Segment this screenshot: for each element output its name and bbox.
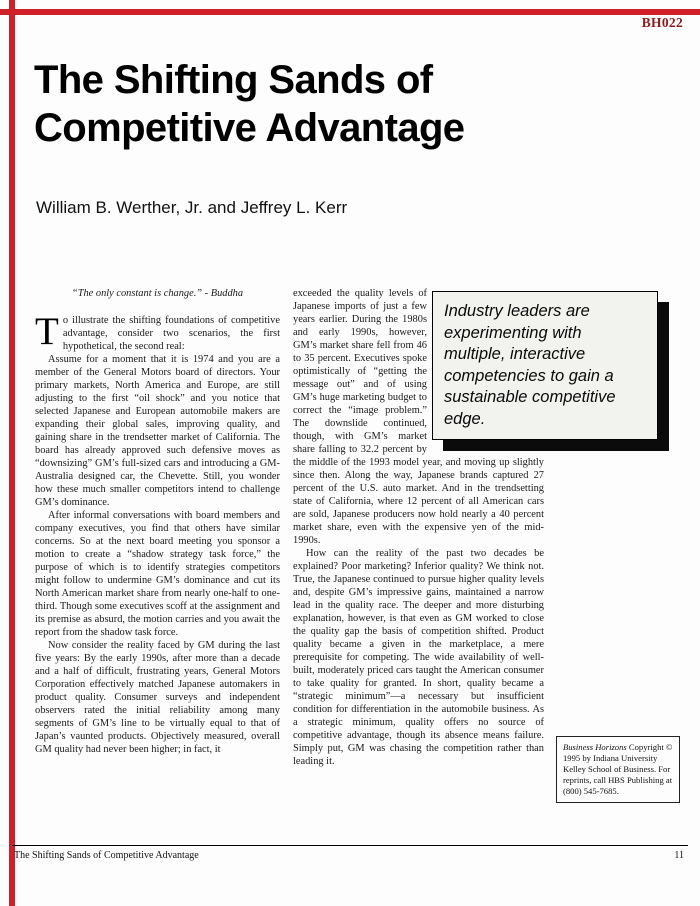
paragraph: Assume for a moment that it is 1974 and you are a member of the General Motors board of directors. Your primary markets, North America and Europe, are still adjusting to the first “oil shock” and you notice that selected Japanese and European automobile makers are expanding their global sales, improving quality, and gaining share in the trendsetter market of California. The board has already approved such defensive moves as “downsizing” GM’s full-sized cars and introducing a GM-Australia designed car, the Chevette. Still, you wonder how these much smaller competitors intend to challenge GM’s dominance. [35, 354, 280, 508]
pull-quote: Industry leaders are experimenting with multiple, interactive competencies to gain a sustainable competitive edge. [432, 291, 658, 440]
reprint-text: Copyright © 1995 by Indiana University Kelley School of Business. For reprints, call HBS Publishing at (800) 545-7685. [563, 742, 673, 796]
drop-cap: T [35, 310, 59, 353]
epigraph: “The only constant is change.” - Buddha [71, 288, 244, 299]
footer-page-number: 11 [674, 850, 684, 861]
opening-paragraph [35, 310, 280, 353]
journal-name: Business Horizons [563, 742, 627, 752]
opening-paragraph-text: o illustrate the shifting foundations of competitive advantage, consider two scenarios, the first hypothetical, the second real: [62, 315, 280, 352]
page-title [34, 56, 464, 152]
paragraph: exceeded the quality levels of Japanese imports of just a few years earlier. During the 1980s and early 1990s, however, GM’s market share fell from 46 to 35 percent. Executives spoke optimistically of “getting the message out” and of using GM’s huge marketing budget to correct the “image problem.” The downslide continued, though, with GM’s market share falling to 32.2 percent by the middle of the 1993 model year, and moving up slightly since then. Along the way, Japanese brands captured 27 percent of the U.S. auto market. And in the trendsetting state of California, where 12 percent of all American cars are sold, Japanese producers now hold nearly a 40 percent market share, even with the expensive yen of the mid-1990s. [293, 288, 544, 546]
accent-rule-left [9, 0, 15, 906]
authors-byline: William B. Werther, Jr. and Jeffrey L. Kerr [36, 198, 348, 217]
footer-article-title: The Shifting Sands of Competitive Advantage [14, 850, 199, 861]
column-left [35, 287, 280, 768]
accent-rule-top [0, 9, 700, 15]
footer-rule [12, 845, 688, 846]
paragraph: Now consider the reality faced by GM during the last five years: By the early 1990s, after more than a decade and a half of difficult, frustrating years, General Motors Corporation effectively matched Japanese automakers in product quality. Consumer surveys and independent observers rated the initial reliability among many segments of GM’s line to be virtually equal to that of Japan’s vaunted products. Objectively measured, overall GM quality had never been higher; in fact, it [35, 640, 280, 755]
page-title-line2: Competitive Advantage [34, 106, 465, 150]
paragraph: How can the reality of the past two decades be explained? Poor marketing? Inferior quality? We think not. True, the Japanese continued to pursue higher quality levels and, despite GM’s impressive gains, maintained a narrow lead in the quality race. The deeper and more disturbing explanation, however, is that even as GM worked to close the quality gap the basis of competition shifted. Product quality became a given in the marketplace, a mere prerequisite for competing. The wide availability of well-built, moderately priced cars taught the American consumer to take quality for granted. In short, quality became a “strategic minimum”—a necessary but insufficient condition for differentiation in the automobile business. As a strategic minimum, quality offers no source of competitive advantage, though its absence means failure. Simply put, GM was chasing the competition rather than leading it. [293, 548, 544, 767]
page-title-line1: The Shifting Sands of [34, 58, 433, 102]
document-code: BH022 [641, 15, 683, 30]
reprint-info-box [556, 736, 680, 803]
paragraph: After informal conversations with board members and company executives, you find that others have similar concerns. So at the next board meeting you sponsor a motion to create a “shadow strategy task force,” the purpose of which is to identify strategies competitors might follow to undermine GM’s dominance and cut its North American market share from nearly one-half to one-third. Though some executives scoff at the assignment and its premise as absurd, the motion carries and you await the report from the shadow task force. [35, 510, 280, 638]
